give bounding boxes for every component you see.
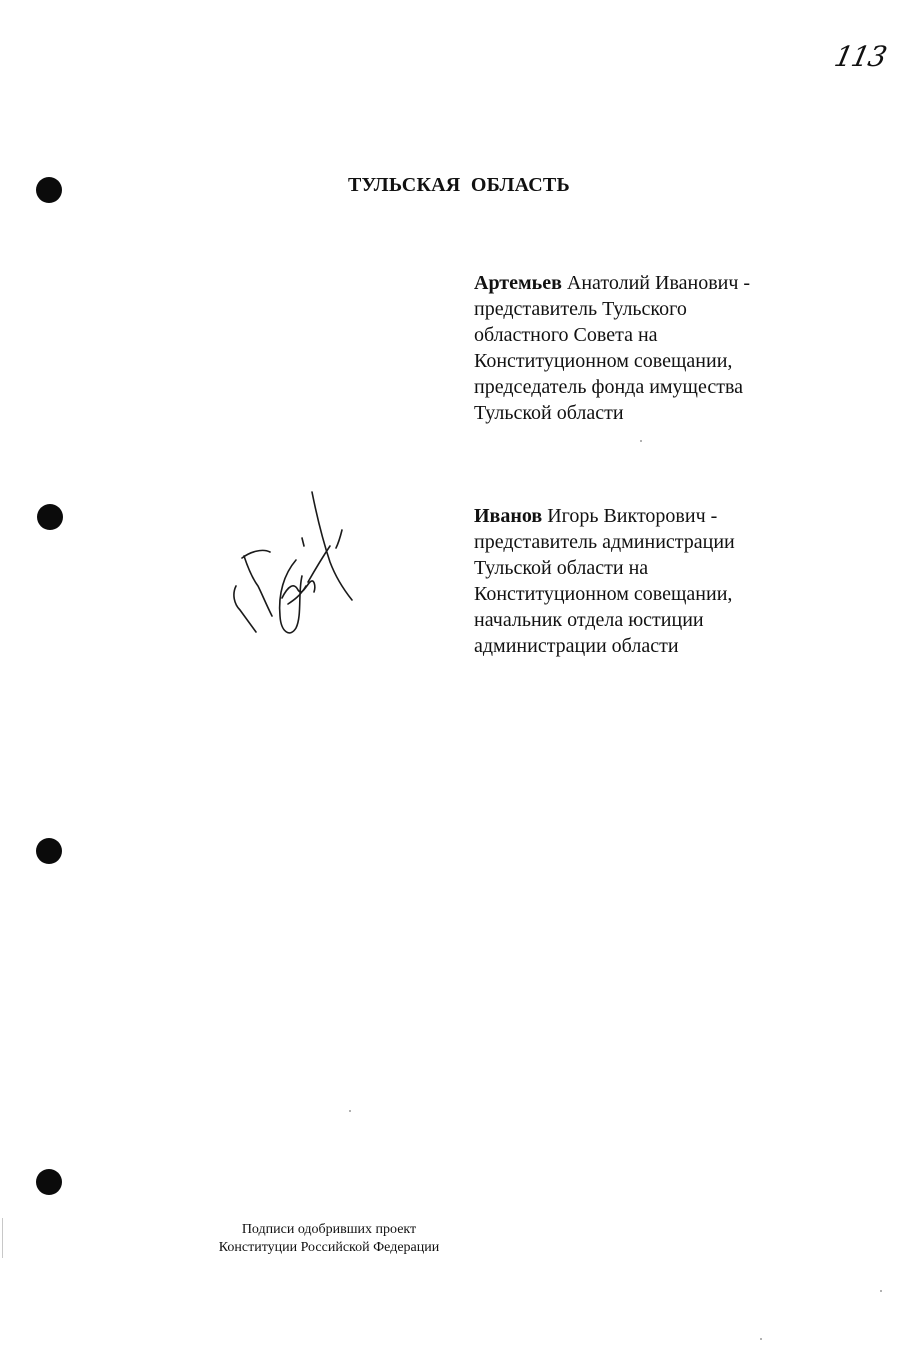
person-name-line: Игорь Викторович - (542, 505, 718, 527)
scan-speck (640, 440, 642, 442)
position-line: Конституционном совещании, (474, 583, 733, 605)
punch-hole (37, 504, 63, 530)
position-line: Конституционном совещании, (474, 350, 733, 372)
punch-hole (36, 177, 62, 203)
person-entry-ivanov (474, 503, 804, 659)
person-entry-artemyev (474, 270, 804, 426)
scan-speck (349, 1110, 351, 1112)
position-line: начальник отдела юстиции (474, 609, 704, 631)
person-surname: Иванов (474, 505, 543, 527)
caption-line: Конституции Российской Федерации (218, 1240, 440, 1255)
person-name-line: Анатолий Иванович - (561, 272, 751, 294)
page-number: 113 (831, 40, 889, 73)
scan-speck (760, 1338, 762, 1340)
position-line: председатель фонда имущества (474, 376, 744, 398)
punch-hole (36, 1169, 62, 1195)
entry-first-line (474, 503, 804, 529)
caption-line: Подписи одобривших проект (241, 1222, 417, 1237)
signatures-caption (190, 1221, 468, 1257)
handwritten-signature (222, 482, 362, 642)
person-surname: Артемьев (474, 272, 562, 294)
scan-edge-mark (2, 1218, 3, 1258)
scan-speck (880, 1290, 882, 1292)
position-line: администрации области (474, 635, 679, 657)
position-line: представитель Тульского (474, 298, 687, 320)
entry-first-line (474, 270, 804, 296)
position-line: представитель администрации (474, 531, 735, 553)
position-line: Тульской области на (474, 557, 649, 579)
position-line: областного Совета на (474, 324, 658, 346)
region-heading: ТУЛЬСКАЯ ОБЛАСТЬ (348, 174, 570, 196)
punch-hole (36, 838, 62, 864)
position-line: Тульской области (474, 402, 624, 424)
